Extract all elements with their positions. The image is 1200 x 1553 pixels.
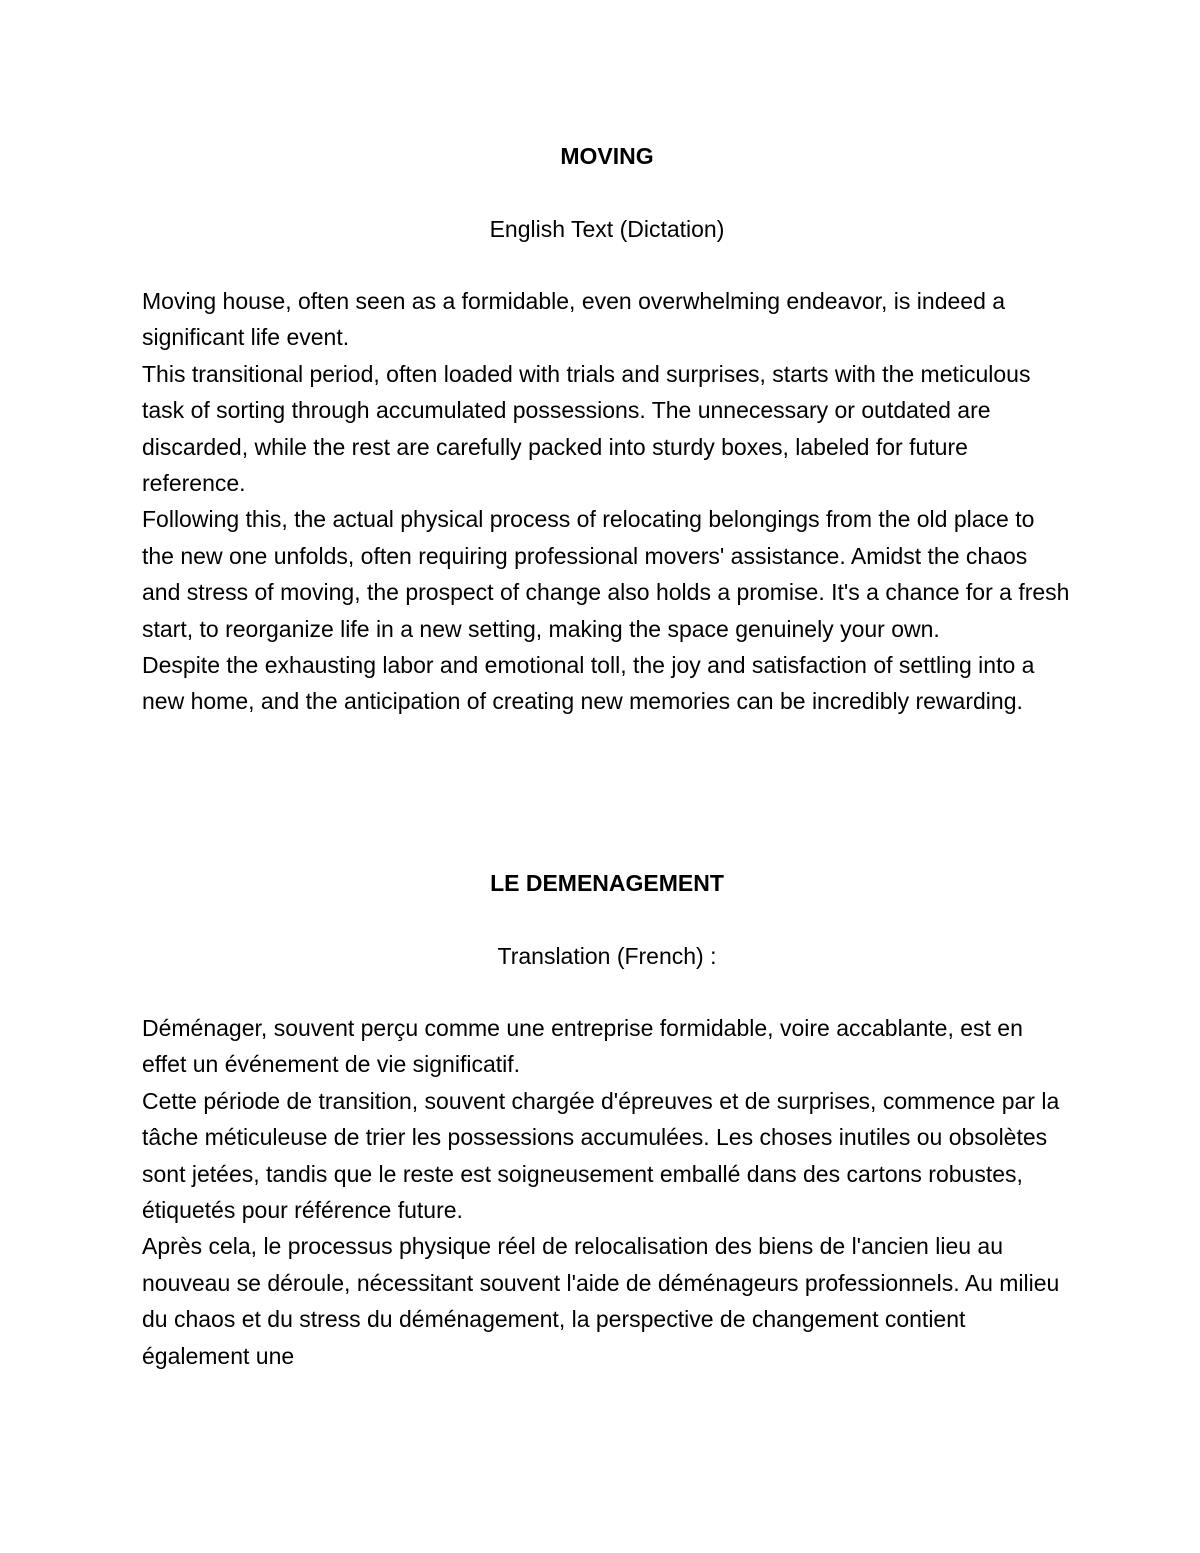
french-section [142,865,1072,1374]
english-title: MOVING [560,143,654,169]
english-paragraph: This transitional period, often loaded with trials and surprises, starts with the meticulous task of sorting through accumulated possessions. The unnecessary or outdated are discarded, while the rest are carefully packed into sturdy boxes, labeled for future reference. [142,360,1031,497]
english-paragraph: Despite the exhausting labor and emotional toll, the joy and satisfaction of settling into a new home, and the anticipation of creating new memories can be incredibly rewarding. [142,652,1035,715]
french-paragraph: Déménager, souvent perçu comme une entreprise formidable, voire accablante, est en effet un événement de vie significatif. [142,1015,1023,1078]
english-subtitle: English Text (Dictation) [489,216,725,242]
english-paragraph: Moving house, often seen as a formidable, even overwhelming endeavor, is indeed a significant life event. [142,288,1006,351]
french-paragraph: Après cela, le processus physique réel de relocalisation des biens de l'ancien lieu au nouveau se déroule, nécessitant souvent l'aide de déménageurs professionnels. Au milieu du chaos et du stress du déménagement, la perspective de changement contient également une [142,1233,1060,1369]
english-section [142,138,1072,720]
english-paragraph: Following this, the actual physical process of relocating belongings from the old place to the new one unfolds, often requiring professional movers' assistance. Amidst the chaos and stress of moving, the prospect of change also holds a promise. It's a chance for a fresh start, to reorganize life in a new setting, making the space genuinely your own. [142,506,1070,642]
french-title: LE DEMENAGEMENT [490,870,724,896]
english-body [142,283,1072,720]
french-body [142,1010,1072,1374]
french-subtitle: Translation (French) : [497,943,717,969]
french-paragraph: Cette période de transition, souvent chargée d'épreuves et de surprises, commence par la tâche méticuleuse de trier les possessions accumulées. Les choses inutiles ou obsolètes sont jetées, tandis que le reste est soigneusement emballé dans des cartons robustes, étiquetés pour référence future. [142,1087,1060,1224]
